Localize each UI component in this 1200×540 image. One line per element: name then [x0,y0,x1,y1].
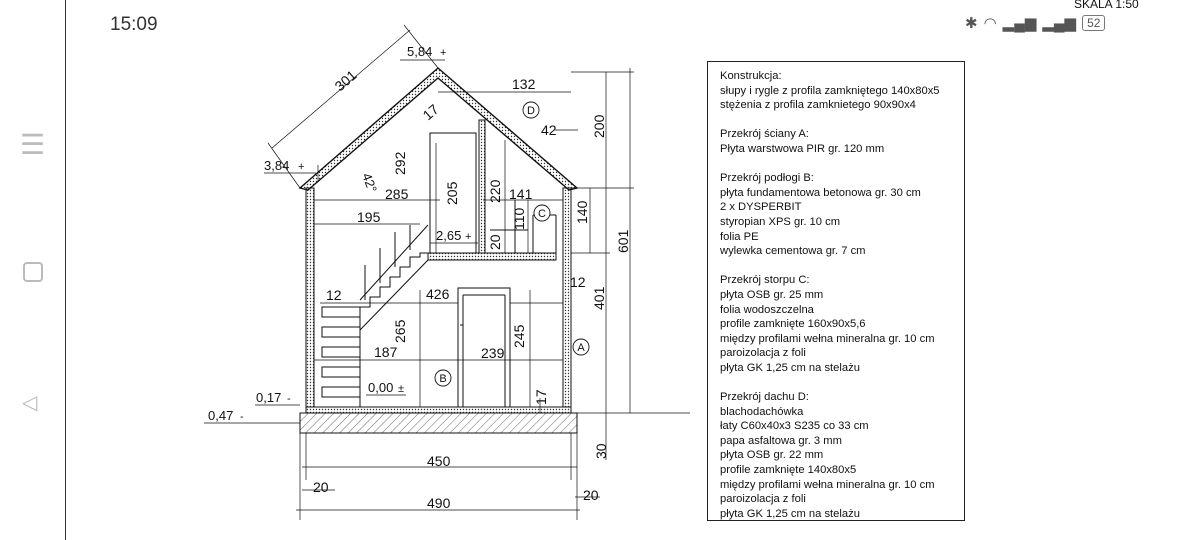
legend-section-title: Przekrój dachu D: [720,391,809,404]
dim-20: 20 [487,234,503,250]
legend-line: płyta OSB gr. 25 mm [720,288,824,301]
wall-left [306,188,314,407]
dim-right-12: 12 [570,274,586,290]
dim-slab-017: 0,17 [256,390,282,405]
mezzanine-floor [428,253,556,260]
dim-eave-level: 3,84 [264,158,290,173]
battery-icon: 52 [1082,15,1105,31]
legend-line: 2 x DYSPERBIT [720,201,802,214]
legend-line: profile zamknięte 140x80x5 [720,464,857,477]
marker-a-label: A [577,342,585,354]
legend-line: papa asfaltowa gr. 3 mm [720,434,842,447]
attic-partition [479,120,485,253]
dim-245: 245 [511,324,527,348]
legend-line: styropian XPS gr. 10 cm [720,215,841,228]
dim-offset-20-right: 20 [583,487,599,503]
dim-ridge-level: 5,84 [407,44,433,59]
wall-right [563,188,571,407]
dim-floor-level: 0,00 [368,380,394,395]
dim-found-30: 30 [593,443,609,459]
dim-slab-17: 17 [533,389,549,405]
dim-110: 110 [511,207,527,230]
legend-box [707,61,965,521]
dim-187: 187 [374,344,398,360]
legend-line: płyta GK 1,25 cm na stelażu [720,507,860,520]
dim-ridge-sign: + [440,47,447,59]
legend-line: płyta GK 1,25 cm na stelażu [720,361,860,374]
legend-section [720,390,952,521]
dim-floor-sign: ± [398,383,405,395]
dim-42: 42 [541,122,557,138]
dim-slab-017-sign: - [287,393,291,405]
legend-section-title: Przekrój storpu C: [720,274,810,287]
legend-section [720,273,952,375]
legend-line: profile zamknięte 160x90x5,6 [720,318,866,331]
dim-426: 426 [426,286,450,302]
dim-total-height: 601 [615,229,631,253]
foundation-slab [300,413,577,433]
legend-section [720,127,952,156]
legend-section [720,69,952,113]
dim-eave-sign: + [298,161,305,173]
dim-141: 141 [509,186,533,202]
dim-left-12: 12 [326,287,342,303]
marker-d-label: D [527,105,535,117]
dim-offset-20-left: 20 [313,479,329,495]
dim-401: 401 [591,286,607,310]
status-time: 15:09 [110,14,158,35]
legend-line: stężenia z profila zamknietego 90x90x4 [720,99,916,112]
dim-220: 220 [487,179,503,203]
bluetooth-icon: ✱ [965,15,978,32]
legend-section-title: Konstrukcja: [720,70,782,82]
dim-roof-rise: 200 [591,114,607,138]
legend-line: płyta fundamentowa betonowa gr. 30 cm [720,186,921,199]
signal-icon: ▂▄▆ [1002,15,1037,32]
dim-285: 285 [385,186,409,202]
dim-mezz-level: 2,65 [436,228,462,243]
marker-b-label: B [439,373,447,385]
dim-205: 205 [444,181,460,205]
legend-section [720,171,952,259]
legend-line: Płyta warstwowa PIR gr. 120 mm [720,142,885,155]
legend-line: łaty C60x40x3 S235 co 33 cm [720,420,869,433]
dim-265: 265 [392,319,408,343]
dim-292: 292 [392,151,408,175]
legend-line: folia wodoszczelna [720,303,814,316]
legend-line: wylewka cementowa gr. 7 cm [720,245,866,258]
legend-section-title: Przekrój ściany A: [720,128,809,141]
marker-c-label: C [538,208,546,220]
dim-490: 490 [427,495,451,511]
back-icon[interactable]: ◁ [22,392,38,414]
menu-icon[interactable]: ☰ [20,129,46,160]
dim-450: 450 [427,453,451,469]
legend-line: paroizolacja z foli [720,493,806,506]
dim-195: 195 [357,209,381,225]
legend-line: słupy i rygle z profila zamkniętego 140x80x5 [720,84,940,97]
dim-ground-047: 0,47 [208,408,234,423]
dim-attic-width: 132 [512,76,536,92]
signal-icon-2: ▂▄▆ [1042,15,1077,32]
dim-mezz-sign: + [465,231,472,243]
legend-line: blachodachówka [720,405,804,418]
legend-line: paroizolacja z foli [720,347,806,360]
dim-roof-thk: 17 [419,100,442,124]
dim-roof-angle: 42° [359,170,381,195]
legend-line: płyta OSB gr. 22 mm [720,449,824,462]
dim-roof-slope: 301 [331,66,360,95]
dim-239: 239 [481,345,505,361]
legend-line: między profilami wełna mineralna gr. 10 cm [720,332,935,345]
dim-140: 140 [574,200,590,224]
staircase [314,307,360,407]
dim-ground-047-sign: - [240,411,244,423]
wifi-icon: ◠ [983,15,997,32]
floor-layer [306,407,571,413]
scale-label: SKALA 1:50 [1074,0,1139,11]
legend-section-title: Przekrój podłogi B: [720,172,814,185]
legend-line: między profilami wełna mineralna gr. 10 cm [720,478,935,491]
legend-line: folia PE [720,230,759,243]
